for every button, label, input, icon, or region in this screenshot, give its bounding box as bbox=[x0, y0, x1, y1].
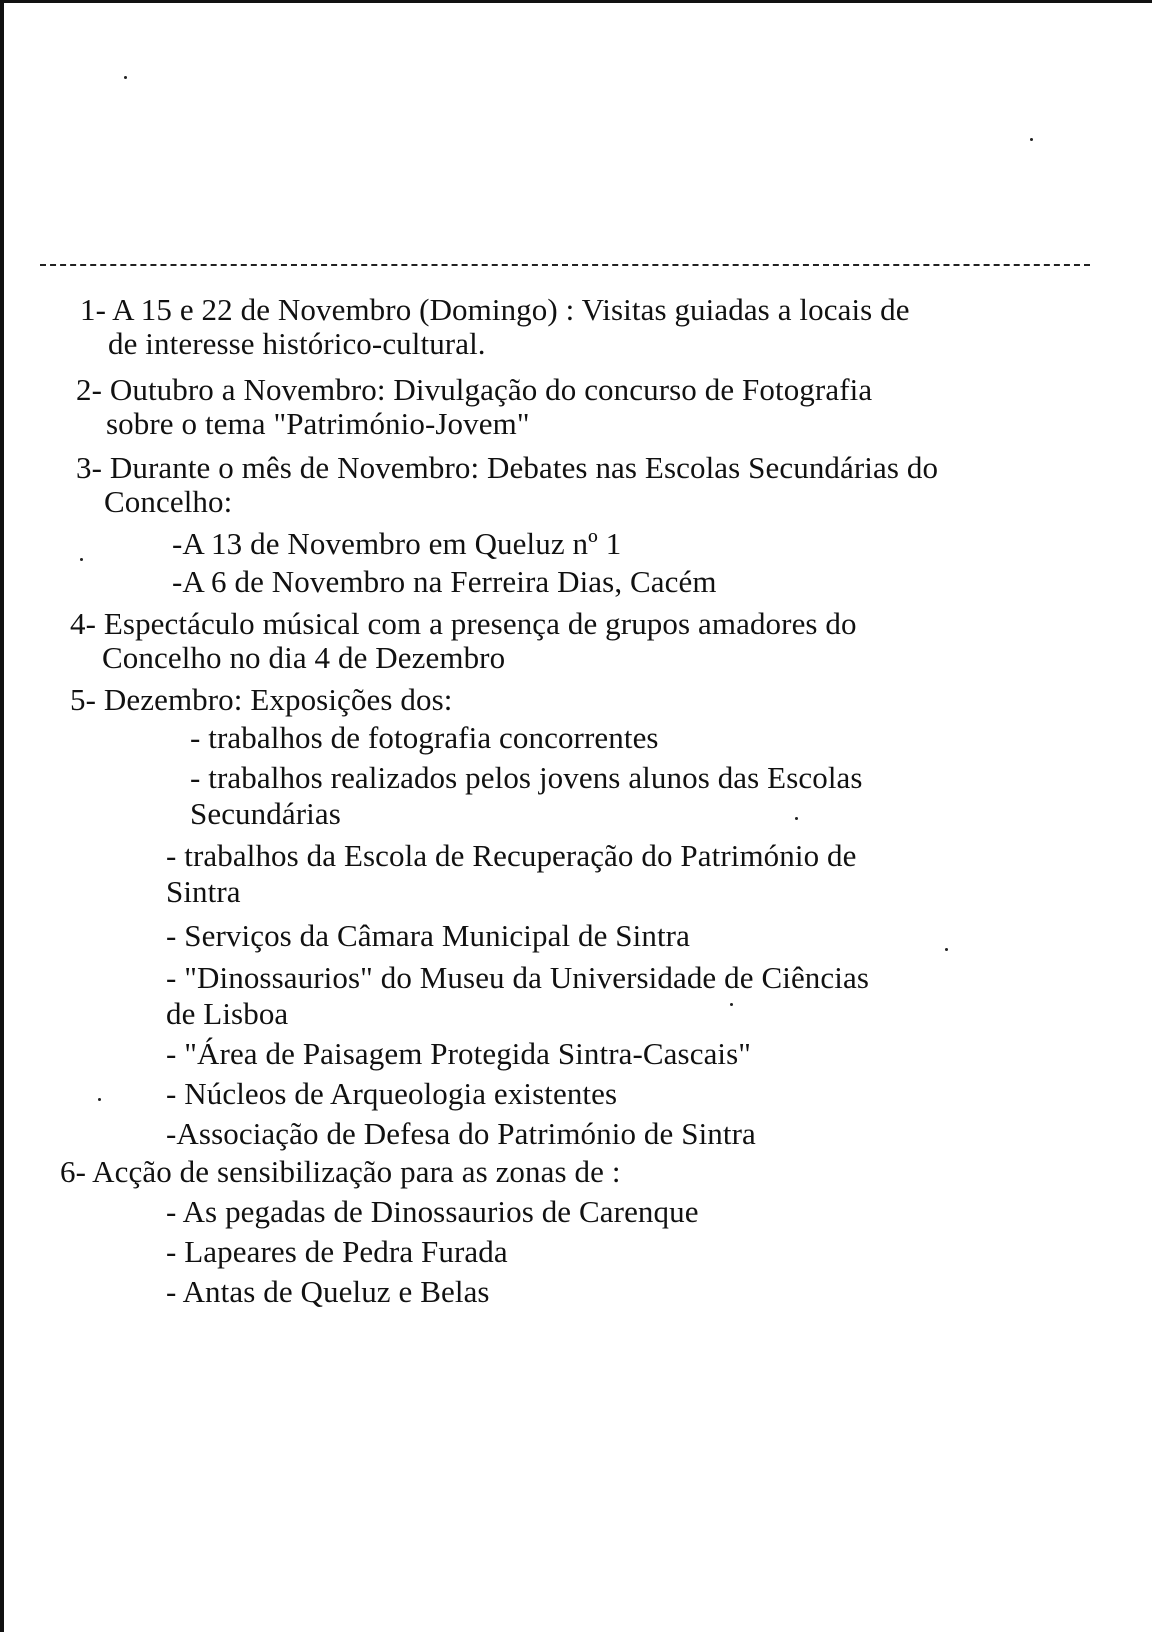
item-5-subitem: - "Área de Paisagem Protegida Sintra-Cascais" bbox=[166, 1036, 752, 1071]
item-5-subitem: - "Dinossaurios" do Museu da Universidade de Ciências bbox=[166, 960, 869, 995]
item-3-line-1: 3- Durante o mês de Novembro: Debates nas Escolas Secundárias do bbox=[76, 450, 939, 485]
item-5-subitem: - trabalhos da Escola de Recuperação do Património de bbox=[166, 838, 857, 873]
item-1-line-1: 1- A 15 e 22 de Novembro (Domingo) : Visitas guiadas a locais de bbox=[80, 292, 910, 327]
item-5-subitem: - Serviços da Câmara Municipal de Sintra bbox=[166, 918, 690, 953]
item-6-subitem: - Antas de Queluz e Belas bbox=[166, 1274, 490, 1309]
item-4-line-1: 4- Espectáculo músical com a presença de grupos amadores do bbox=[70, 606, 857, 641]
item-3-subitem: -A 13 de Novembro em Queluz nº 1 bbox=[172, 526, 622, 561]
item-5-line-1: 5- Dezembro: Exposições dos: bbox=[70, 682, 453, 717]
scan-speck bbox=[98, 1098, 101, 1101]
item-5-subitem: - trabalhos de fotografia concorrentes bbox=[190, 720, 659, 755]
separator-rule bbox=[40, 264, 1090, 266]
item-1-line-2: de interesse histórico-cultural. bbox=[108, 326, 486, 361]
scan-speck bbox=[945, 948, 948, 951]
scan-speck bbox=[80, 558, 83, 561]
item-5-subitem: - Núcleos de Arqueologia existentes bbox=[166, 1076, 618, 1111]
scan-speck bbox=[124, 76, 127, 79]
item-5-subitem: Secundárias bbox=[190, 796, 341, 831]
item-6-line-1: 6- Acção de sensibilização para as zonas de : bbox=[60, 1154, 621, 1189]
item-4-line-2: Concelho no dia 4 de Dezembro bbox=[102, 640, 506, 675]
scan-speck bbox=[730, 1003, 733, 1006]
scan-speck bbox=[795, 817, 798, 820]
item-6-subitem: - As pegadas de Dinossaurios de Carenque bbox=[166, 1194, 699, 1229]
item-3-subitem: -A 6 de Novembro na Ferreira Dias, Cacém bbox=[172, 564, 717, 599]
item-5-subitem: -Associação de Defesa do Património de Sintra bbox=[166, 1116, 756, 1151]
item-3-line-2: Concelho: bbox=[104, 484, 233, 519]
scan-speck bbox=[1030, 138, 1033, 141]
item-2-line-2: sobre o tema "Património-Jovem" bbox=[106, 406, 530, 441]
item-2-line-1: 2- Outubro a Novembro: Divulgação do concurso de Fotografia bbox=[76, 372, 873, 407]
item-6-subitem: - Lapeares de Pedra Furada bbox=[166, 1234, 508, 1269]
item-5-subitem: de Lisboa bbox=[166, 996, 289, 1031]
item-5-subitem: Sintra bbox=[166, 874, 241, 909]
item-5-subitem: - trabalhos realizados pelos jovens alunos das Escolas bbox=[190, 760, 863, 795]
